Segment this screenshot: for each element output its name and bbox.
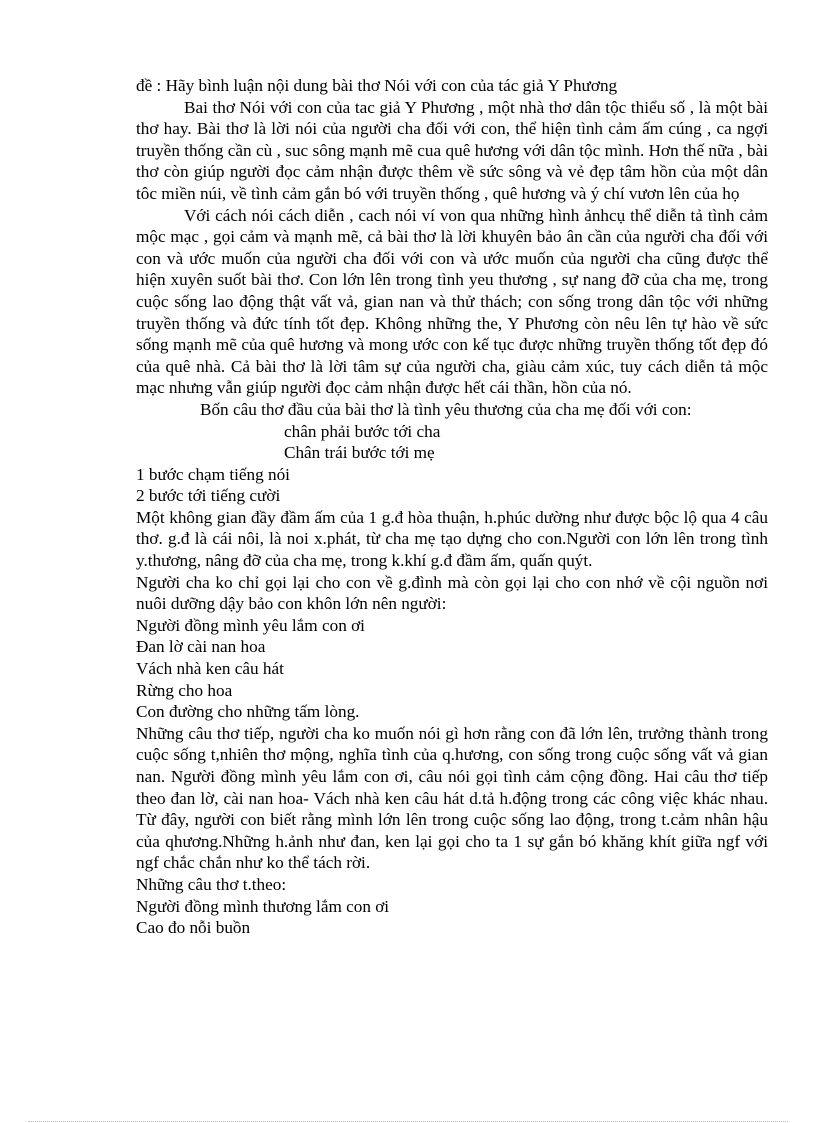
verse-line: Đan lờ cài nan hoa [136, 637, 266, 657]
paragraph-origin: Người cha ko chỉ gọi lại cho con về g.đình mà còn gọi lại cho con nhớ về cội nguồn nơi nuôi dưỡng dậy bảo con khôn lớn nên người: [136, 572, 768, 614]
verse-line: Chân trái bước tới mẹ [284, 443, 435, 463]
paragraph-next-verses: Những câu thơ t.theo: [136, 874, 287, 894]
verse-line: Người đồng mình thương lắm con ơi [136, 896, 390, 916]
verse-line: Con đường cho những tấm lòng. [136, 702, 360, 722]
verse-line: 1 bước chạm tiếng nói [136, 464, 290, 484]
document-body [136, 75, 768, 939]
verse-line: 2 bước tới tiếng cười [136, 486, 281, 506]
verse-line: Vách nhà ken câu hát [136, 659, 284, 679]
page-bottom-rule [28, 1121, 788, 1122]
document-title: đề : Hãy bình luận nội dung bài thơ Nói với con của tác giả Y Phương [136, 76, 618, 95]
paragraph-intro: Bai thơ Nói với con của tac giả Y Phương , một nhà thơ dân tộc thiểu số , là một bài thơ hay. Bài thơ là lời nói của người cha đối với con, thể hiện tình cảm ấm cúng , ca ngợi truyền thống cần cù , suc sông mạnh mẽ cua quê hương với dân tộc mình. Hơn thế nữa , bài thơ còn giúp người đọc cảm nhận được thêm về sức sông và vẻ đẹp tâm hồn của một dân tôc miền núi, về tình cảm gắn bó với truyền thống , quê hương và ý chí vươn lên của họ [136, 97, 768, 203]
paragraph-community: Những câu thơ tiếp, người cha ko muốn nói gì hơn rằng con đã lớn lên, trưởng thành trong cuộc sống t,nhiên thơ mộng, nghĩa tình của q.hương, con sống trong cuộc sống vất vả gian nan. Người đồng mình yêu lắm con ơi, câu nói gọi tình cảm cộng đồng. Hai câu thơ tiếp theo đan lờ, cài nan hoa- Vách nhà ken câu hát d.tả h.động trong các công việc khác nhau. Từ đây, người con biết rằng mình lớn lên trong cuộc sống lao động, trong t.cảm nhân hậu của qhương.Những h.ảnh như đan, ken lại gọi cho ta 1 sự gắn bó khăng khít giữa ngf với ngf chắc chắn như ko thể tách rời. [136, 723, 768, 873]
verse-line: Người đồng mình yêu lắm con ơi [136, 615, 365, 635]
verse-line: Cao đo nỗi buồn [136, 918, 251, 938]
paragraph-style: Với cách nói cách diễn , cach nói ví von qua những hình ảnhcụ thể diễn tả tình cảm mộc mạc , gọi cảm và mạnh mẽ, cả bài thơ là lời khuyên bảo ân cần của người cha đối với con và ước muốn của người cha đối với con và ước muốn của người cha cũng được thể hiện xuyên suốt bài thơ. Con lớn lên trong tình yeu thương , sự nang đỡ của cha mẹ, trong cuộc sống lao động thật vất vả, gian nan và thử thách; con sống trong dân tộc với những truyền thống và đức tính tốt đẹp. Không những the, Y Phương còn nêu lên tự hào về sức sống mạnh mẽ của quê hương và mong ước con kế tục được những truyền thống tốt đẹp đó của quê nhà. Cả bài thơ là lời tâm sự của người cha, giàu cảm xúc, tuy cách diễn tả mộc mạc nhưng vẫn giúp người đọc cảm nhận được hết cái thần, hồn của nó. [136, 205, 768, 398]
verse-line: Rừng cho hoa [136, 680, 233, 700]
paragraph-first-verses: Bốn câu thơ đầu của bài thơ là tình yêu thương của cha mẹ đối với con: [200, 399, 692, 419]
verse-line: chân phải bước tới cha [284, 421, 441, 441]
paragraph-family: Một không gian đầy đầm ấm của 1 g.đ hòa thuận, h.phúc dường như được bộc lộ qua 4 câu thơ. g.đ là cái nôi, là noi x.phát, từ cha mẹ tạo dựng cho con.Người con lớn lên trong tình y.thương, nâng đỡ của cha mẹ, trong k.khí g.đ đầm ấm, quấn quýt. [136, 507, 768, 571]
